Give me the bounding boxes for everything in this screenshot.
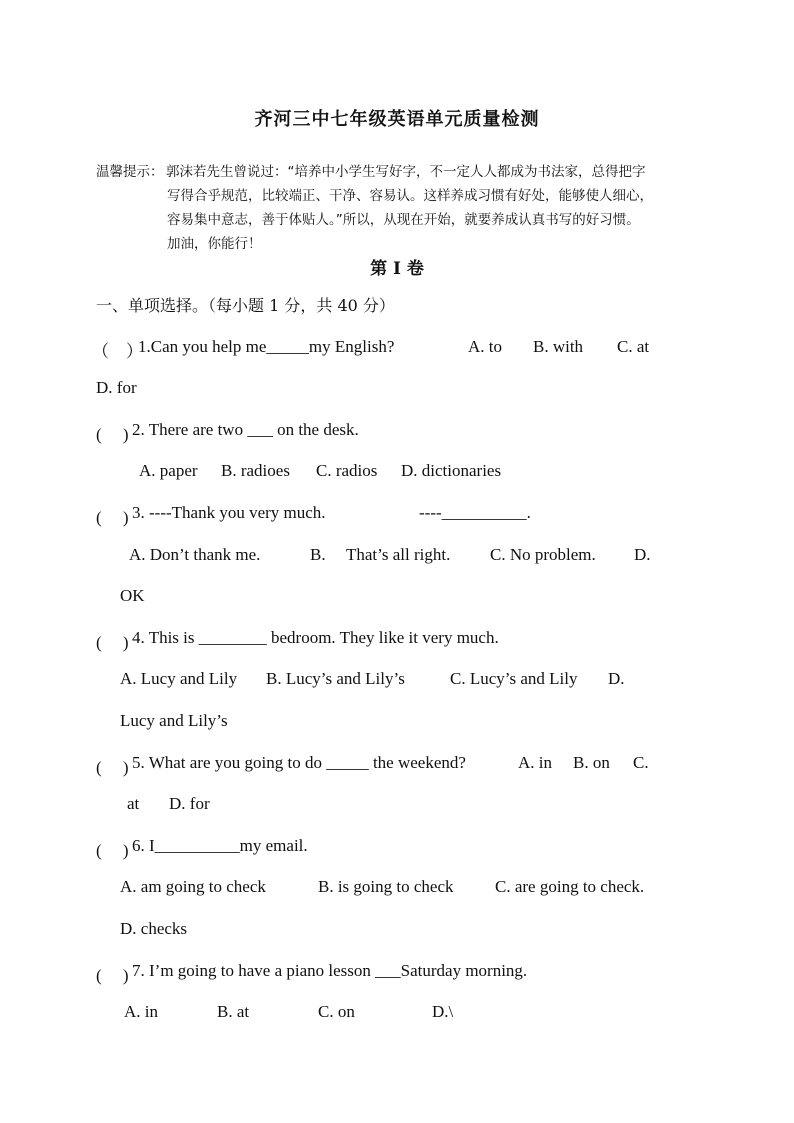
option-a: A. Don’t thank me. xyxy=(129,545,261,564)
question-stem: 3. ----Thank you very much. xyxy=(132,503,326,522)
option-c: C. at xyxy=(617,337,650,356)
section-heading: 一、单项选择。（每小题 1 分，共 40 分） xyxy=(96,296,395,315)
option-b: B. on xyxy=(573,753,610,772)
tip-line: 容易集中意志，善于体贴人。”所以，从现在开始，就要养成认真书写的好习惯。 xyxy=(167,212,640,228)
option-d: D. checks xyxy=(120,919,188,938)
option-b: B. Lucy’s and Lily’s xyxy=(266,669,405,688)
question-stem: 1.Can you help me_____my English? xyxy=(138,337,395,356)
option-b: B. radioes xyxy=(221,461,290,480)
option-d: D.\ xyxy=(432,1002,454,1021)
option-d-text: Lucy and Lily’s xyxy=(120,711,228,730)
option-d: D. for xyxy=(96,378,137,397)
page-title: 齐河三中七年级英语单元质量检测 xyxy=(254,109,540,130)
option-d: D. for xyxy=(169,794,210,813)
option-a: A. in xyxy=(518,753,552,772)
reply-blank: ----__________. xyxy=(419,503,531,522)
option-a: A. am going to check xyxy=(120,877,266,896)
option-d-text: OK xyxy=(120,586,145,605)
answer-blank[interactable]: ( ) xyxy=(96,633,129,652)
option-d: D. dictionaries xyxy=(401,461,502,480)
tip-line: 加油，你能行！ xyxy=(167,236,262,252)
question-stem: 6. I__________my email. xyxy=(132,836,308,855)
volume-heading: 第 I 卷 xyxy=(370,259,424,279)
option-d: D. xyxy=(608,669,625,688)
option-c: C. on xyxy=(318,1002,355,1021)
answer-blank[interactable]: ( ) xyxy=(96,966,129,985)
option-c: C. are going to check. xyxy=(495,877,645,896)
option-a: A. to xyxy=(468,337,502,356)
option-d: D. xyxy=(634,545,651,564)
option-b: B. is going to check xyxy=(318,877,454,896)
answer-blank[interactable]: ( ) xyxy=(96,508,129,527)
question-stem: 7. I’m going to have a piano lesson ___Saturday morning. xyxy=(132,961,528,980)
answer-blank[interactable]: ( ) xyxy=(96,841,129,860)
answer-blank[interactable]: ( ) xyxy=(96,425,129,444)
option-a: A. Lucy and Lily xyxy=(120,669,238,688)
option-b-text: That’s all right. xyxy=(346,545,451,564)
question-stem: 2. There are two ___ on the desk. xyxy=(132,420,359,439)
question-stem: 4. This is ________ bedroom. They like it very much. xyxy=(132,628,499,647)
option-c-text: at xyxy=(127,794,140,813)
tip-line: 郭沫若先生曾说过：“培养中小学生写好字，不一定人人都成为书法家，总得把字 xyxy=(166,164,646,180)
tip-label: 温馨提示： xyxy=(96,164,164,180)
option-b: B. with xyxy=(533,337,584,356)
option-a: A. in xyxy=(124,1002,158,1021)
option-c: C. xyxy=(633,753,649,772)
tip-line: 写得合乎规范，比较端正、干净、容易认。这样养成习惯有好处，能够使人细心， xyxy=(167,188,653,204)
question-stem: 5. What are you going to do _____ the weekend? xyxy=(132,753,466,772)
option-b: B. at xyxy=(217,1002,250,1021)
option-c: C. No problem. xyxy=(490,545,596,564)
answer-blank[interactable]: （ ） xyxy=(92,342,143,361)
option-b: B. xyxy=(310,545,326,564)
answer-blank[interactable]: ( ) xyxy=(96,758,129,777)
option-a: A. paper xyxy=(139,461,198,480)
option-c: C. radios xyxy=(316,461,378,480)
option-c: C. Lucy’s and Lily xyxy=(450,669,578,688)
